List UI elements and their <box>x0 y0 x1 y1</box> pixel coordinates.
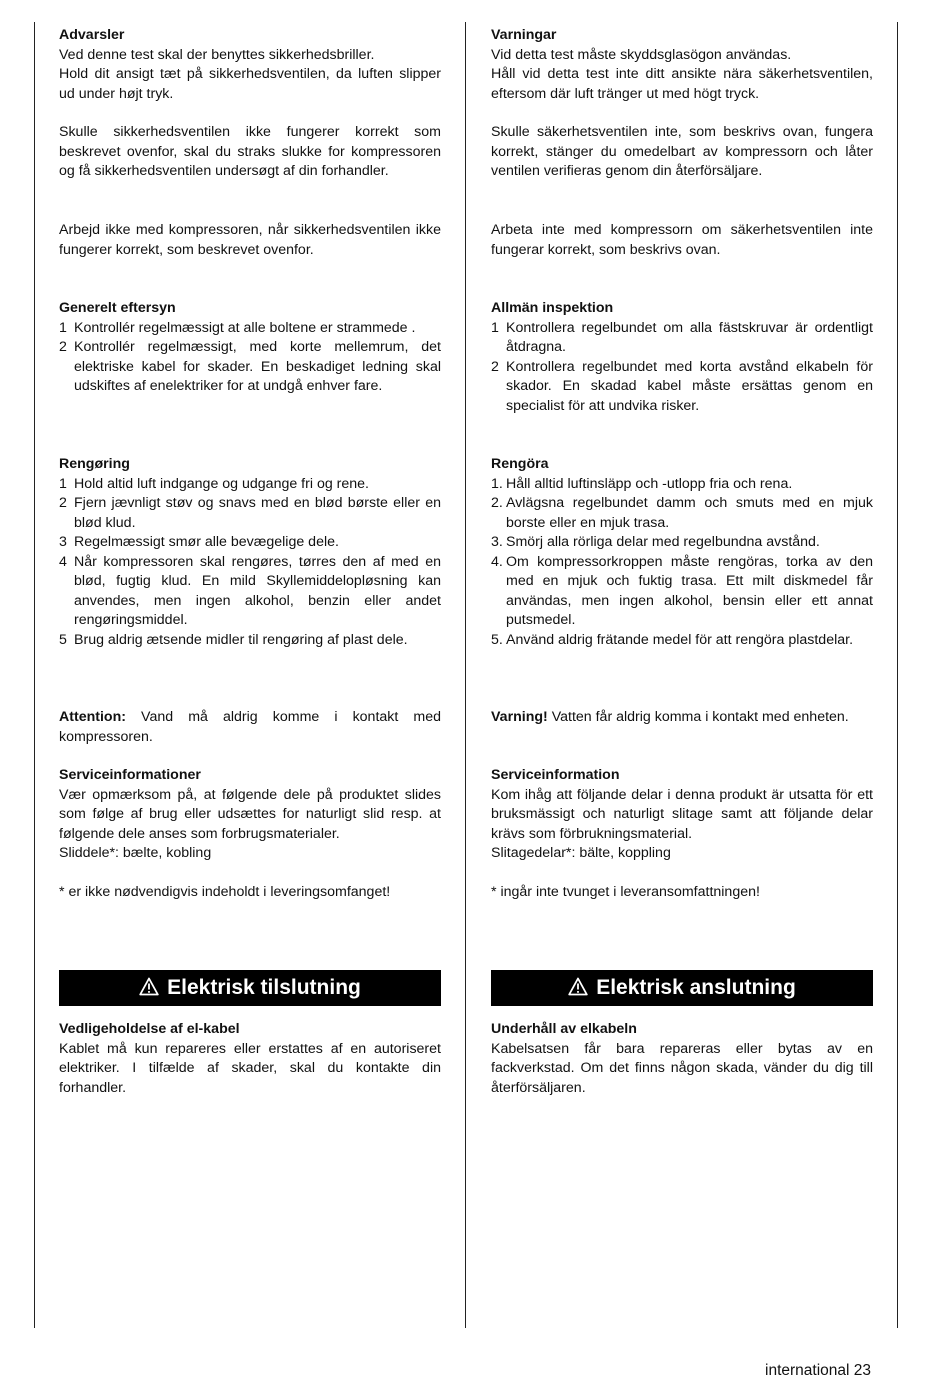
attention-note <box>59 708 441 747</box>
cable-heading: Underhåll av elkabeln <box>491 1021 637 1037</box>
item-text: Kontrollera regelbundet med korta avstånd elkabeln för skador. En skadad kabel måste ersättas genom en specialist för att undvika risker. <box>506 358 873 414</box>
service-section <box>491 766 873 864</box>
warnings-line: Vid detta test måste skyddsglasögon användas. <box>491 46 792 63</box>
list-item <box>491 553 873 631</box>
warnings-text: Skulle säkerhetsventilen inte, som beskrivs ovan, fungera korrekt, stänger du omedelbart av kompressorn och låter ventilen verifieras genom din återförsäljare. <box>491 124 873 179</box>
warnings-paragraph <box>491 221 873 260</box>
item-text: Hold altid luft indgange og udgange fri og rene. <box>74 475 370 492</box>
item-number: 2 <box>59 495 67 511</box>
list-item <box>491 631 873 651</box>
service-heading: Serviceinformationer <box>59 767 201 783</box>
electrical-banner <box>59 970 441 1006</box>
footnote-text: * ingår inte tvunget i leveransomfattningen! <box>491 884 760 900</box>
cleaning-section <box>491 455 873 650</box>
warnings-paragraph <box>59 221 441 260</box>
footnote-text: * er ikke nødvendigvis indeholdt i leveringsomfanget! <box>59 884 391 900</box>
item-number: 1 <box>59 319 67 336</box>
item-text: Avlägsna regelbundet damm och smuts med en mjuk borste eller en mjuk trasa. <box>506 495 873 531</box>
item-number: 2 <box>59 339 67 355</box>
list-item <box>59 494 441 533</box>
list-item <box>59 631 441 651</box>
footnote <box>491 883 873 903</box>
warning-triangle-icon <box>568 977 588 1000</box>
list-item <box>59 553 441 631</box>
item-text: Kontrollér regelmæssigt, med korte mellemrum, det elektriske kabel for skader. En beskadiget ledning skal udskiftes af enelektriker for at undgå enhver fare. <box>74 339 441 394</box>
inspection-section <box>491 299 873 416</box>
inspection-heading: Allmän inspektion <box>491 300 614 316</box>
list-item <box>59 319 441 339</box>
cable-section <box>491 1020 873 1098</box>
warnings-text: Arbeta inte med kompressorn om säkerhetsventilen inte fungerar korrekt, som beskrivs ovan. <box>491 222 873 258</box>
attention-text-block <box>59 708 441 747</box>
service-parts: Slitagedelar*: bälte, koppling <box>491 845 671 861</box>
item-text: Fjern jævnligt støv og snavs med en blød børste eller en blød klud. <box>74 495 441 531</box>
attention-text: Vatten får aldrig komma i kontakt med enheten. <box>547 709 849 725</box>
list-item <box>491 358 873 417</box>
item-text: Brug aldrig ætsende midler til rengøring af plast dele. <box>74 631 408 648</box>
attention-text-block <box>491 708 873 728</box>
center-divider <box>465 22 466 1328</box>
list-item <box>59 475 441 495</box>
list-item <box>491 533 873 553</box>
inspection-heading: Generelt eftersyn <box>59 300 176 316</box>
list-item <box>59 533 441 553</box>
list-item <box>491 319 873 358</box>
banner-title: Elektrisk tilslutning <box>167 976 361 1000</box>
service-section <box>59 766 441 864</box>
banner-title: Elektrisk anslutning <box>596 976 796 1000</box>
cable-section <box>59 1020 441 1098</box>
list-item <box>59 338 441 397</box>
attention-label: Attention: <box>59 709 126 725</box>
item-number: 4. <box>491 553 503 570</box>
cable-text: Kablet må kun repareres eller erstattes af en autoriseret elektriker. I tilfælde af skader, skal du kontakte din forhandler. <box>59 1040 441 1096</box>
attention-label: Varning! <box>491 709 548 725</box>
warnings-text: Skulle sikkerhedsventilen ikke fungerer korrekt som beskrevet ovenfor, skal du straks slukke for kompressoren og få sikkerhedsventilen undersøgt af din forhandler. <box>59 124 441 179</box>
warning-triangle-icon <box>139 977 159 1000</box>
item-text: Smörj alla rörliga delar med regelbundna avstånd. <box>506 534 820 550</box>
item-text: Regelmæssigt smør alle bevægelige dele. <box>74 534 339 550</box>
warnings-line: Håll vid detta test inte ditt ansikte nära säkerhetsventilen, eftersom där luft tränger ut med högt tryck. <box>491 66 873 102</box>
item-number: 3. <box>491 534 503 550</box>
cable-text: Kabelsatsen får bara repareras eller bytas av en fackverkstad. Om det finns någon skada, vänder du dig till återförsäljaren. <box>491 1040 873 1096</box>
warnings-line: Ved denne test skal der benyttes sikkerhedsbriller. <box>59 46 375 63</box>
electrical-banner <box>491 970 873 1006</box>
warnings-line: Hold dit ansigt tæt på sikkerhedsventilen, da luften slipper ud under højt tryk. <box>59 66 441 102</box>
footnote <box>59 883 441 903</box>
service-text: Vær opmærksom på, at følgende dele på produktet slides som følge af brug eller udsættes for naturligt slid resp. at følgende dele anses som forbrugsmaterialer. <box>59 786 441 842</box>
service-parts: Sliddele*: bælte, kobling <box>59 845 212 861</box>
warnings-heading: Varningar <box>491 27 557 43</box>
left-margin-rule <box>34 22 35 1328</box>
item-number: 4 <box>59 553 67 570</box>
service-text: Kom ihåg att följande delar i denna produkt är utsatta för ett bruksmässigt och naturligt slitage samt att följande delar krävs som förbrukningsmaterial. <box>491 786 873 842</box>
item-text: Kontrollera regelbundet om alla fästskruvar är ordentligt åtdragna. <box>506 319 873 355</box>
item-text: Håll alltid luftinsläpp och -utlopp fria och rena. <box>506 475 793 492</box>
page-footer: international 23 <box>765 1362 871 1379</box>
item-text: Om kompressorkroppen måste rengöras, torka av den med en mjuk och fuktig trasa. Ett milt diskmedel får användas, men ingen alkohol, bensin eller ett annat putsmedel. <box>506 553 873 628</box>
list-item <box>491 475 873 495</box>
warnings-paragraph <box>59 123 441 182</box>
item-number: 2. <box>491 495 503 511</box>
item-text: Når kompressoren skal rengøres, tørres den af med en blød, fugtig klud. En mild Skyllemiddelopløsning kan anvendes, men ingen alkohol, benzin eller andet rengøringsmiddel. <box>74 553 441 628</box>
item-number: 1 <box>59 475 67 492</box>
list-item <box>491 494 873 533</box>
warnings-heading: Advarsler <box>59 27 125 43</box>
cleaning-section <box>59 455 441 650</box>
cable-heading: Vedligeholdelse af el-kabel <box>59 1021 240 1037</box>
inspection-section <box>59 299 441 397</box>
warnings-section <box>491 26 873 104</box>
service-heading: Serviceinformation <box>491 767 620 783</box>
item-text: Kontrollér regelmæssigt at alle boltene er strammede . <box>74 319 416 336</box>
attention-text: Vand må aldrig komme i kontakt med kompressoren. <box>59 709 441 745</box>
item-text: Använd aldrig frätande medel för att rengöra plastdelar. <box>506 631 854 648</box>
cleaning-heading: Rengöra <box>491 456 549 472</box>
item-number: 1. <box>491 475 503 492</box>
warnings-section <box>59 26 441 104</box>
item-number: 3 <box>59 534 67 550</box>
attention-note <box>491 708 873 728</box>
warnings-text: Arbejd ikke med kompressoren, når sikkerhedsventilen ikke fungerer korrekt, som beskrevet ovenfor. <box>59 222 441 258</box>
item-number: 2 <box>491 358 499 375</box>
item-number: 5 <box>59 631 67 648</box>
item-number: 1 <box>491 319 499 336</box>
item-number: 5. <box>491 631 503 648</box>
warnings-paragraph <box>491 123 873 182</box>
right-margin-rule <box>897 22 898 1328</box>
cleaning-heading: Rengøring <box>59 456 130 472</box>
